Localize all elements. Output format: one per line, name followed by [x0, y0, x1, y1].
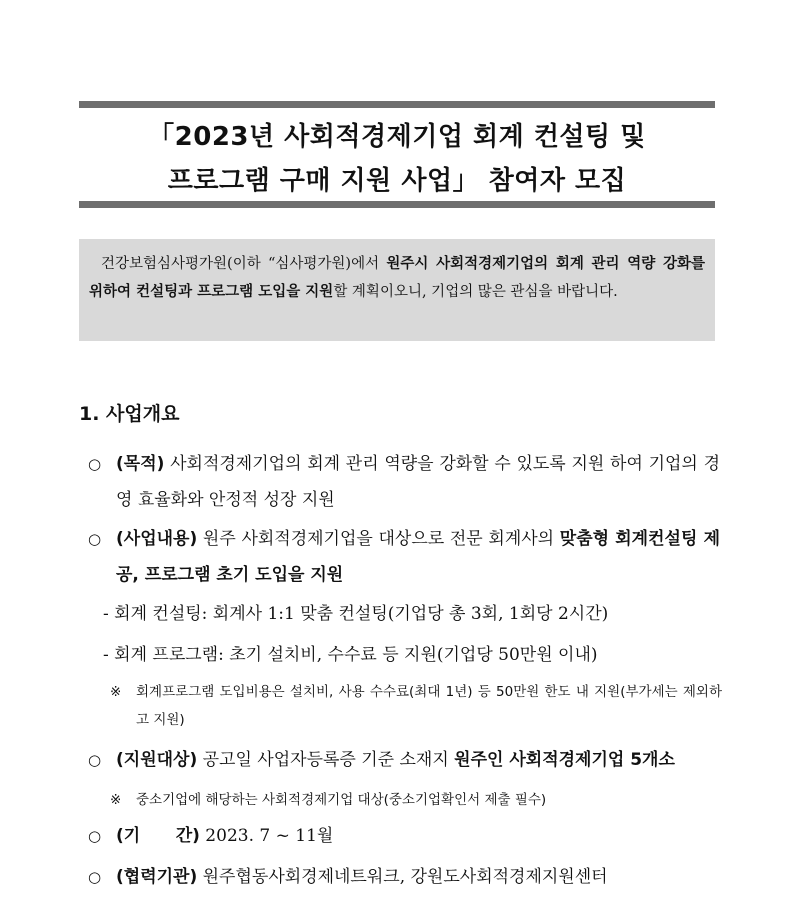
item-text: 공고일 사업자등록증 기준 소재지 [197, 750, 455, 770]
reference-mark-icon: ※ [110, 792, 122, 808]
item-label: (지원대상) [116, 750, 198, 770]
sub-item-consulting: - 회계 컨설팅: 회계사 1:1 맞춤 컨설팅(기업당 총 3회, 1회당 2시간) [103, 604, 609, 624]
title-top-rule [79, 101, 715, 108]
title-bottom-rule [79, 201, 715, 208]
intro-box [79, 239, 715, 341]
circle-bullet-icon: ○ [88, 751, 102, 769]
title-line-1: 「2023년 사회적경제기업 회계 컨설팅 및 [148, 122, 646, 152]
overview-item-target [88, 742, 720, 778]
item-label: (목적) [116, 454, 165, 474]
item-text: 원주 사회적경제기업을 대상으로 전문 회계사의 [197, 529, 560, 549]
overview-item-period [88, 818, 720, 854]
reference-mark-icon: ※ [110, 684, 122, 700]
item-bold-text: 원주인 사회적경제기업 5개소 [454, 750, 675, 770]
item-label: (협력기관) [116, 867, 198, 887]
circle-bullet-icon: ○ [88, 530, 102, 548]
note-sme [110, 786, 722, 814]
circle-bullet-icon: ○ [88, 455, 102, 473]
intro-text-2: 할 계획이오니, 기업의 많은 관심을 바랍니다. [333, 284, 618, 300]
section-heading: 1. 사업개요 [79, 403, 180, 425]
circle-bullet-icon: ○ [88, 868, 102, 886]
item-text: 사회적경제기업의 회계 관리 역량을 강화할 수 있도록 지원 하여 기업의 경영 효율화와 안정적 성장 지원 [116, 454, 720, 510]
item-label: (사업내용) [116, 529, 198, 549]
item-label: (기 간) [116, 826, 200, 846]
intro-bold-text: 원주시 사회적경제기업의 회계 관리 역량 강화를 위하여 컨설팅과 프로그램 도입을 지원 [89, 255, 705, 300]
item-text: 원주협동사회경제네트워크, 강원도사회적경제지원센터 [197, 867, 608, 887]
item-text: 2023. 7 ~ 11월 [199, 826, 334, 846]
overview-item-purpose [88, 446, 720, 518]
overview-item-partners [88, 859, 720, 895]
title-line-2: 프로그램 구매 지원 사업」 참여자 모집 [167, 166, 627, 196]
intro-text-1: 건강보험심사평가원(이하 “심사평가원)에서 [101, 256, 387, 272]
note-program-cost [110, 678, 722, 734]
circle-bullet-icon: ○ [88, 827, 102, 845]
sub-item-program: - 회계 프로그램: 초기 설치비, 수수료 등 지원(기업당 50만원 이내) [103, 645, 598, 665]
note-text: 회계프로그램 도입비용은 설치비, 사용 수수료(최대 1년) 등 50만원 한도 내 지원(부가세는 제외하고 지원) [136, 684, 722, 728]
overview-item-content [88, 521, 720, 593]
item-bold-text: 맞춤형 회계컨설팅 제공, 프로그램 초기 도입을 지원 [116, 529, 720, 585]
note-text: 중소기업에 해당하는 사회적경제기업 대상(중소기업확인서 제출 필수) [136, 792, 547, 808]
